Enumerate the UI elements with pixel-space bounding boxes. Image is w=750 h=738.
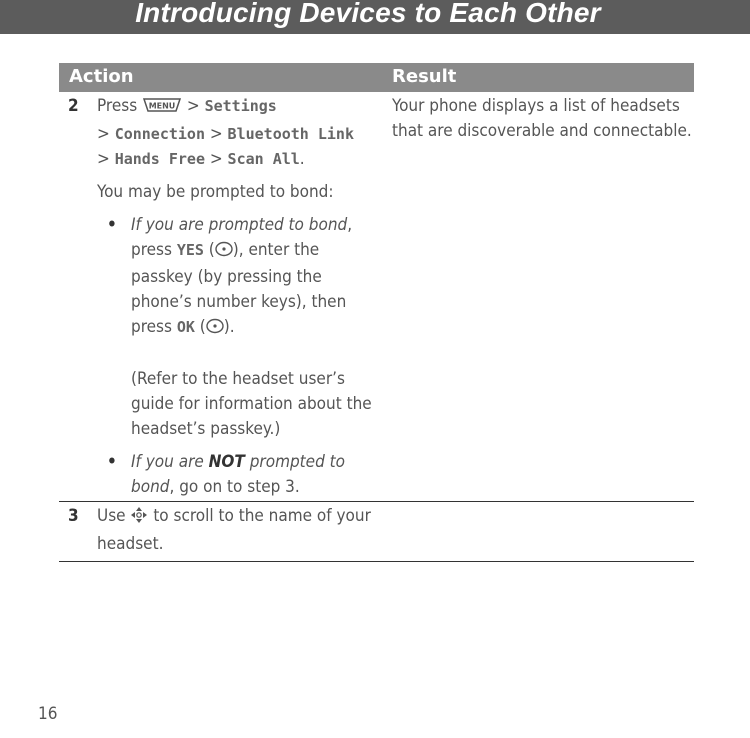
page-number: 16 bbox=[38, 704, 58, 724]
bullet-not-prompted: • If you are NOT prompted to bond, go on to step 3. bbox=[107, 452, 346, 497]
bullet-icon: • bbox=[107, 215, 117, 235]
menu-key-label: MENU bbox=[148, 101, 176, 111]
table-row-step-2 bbox=[59, 92, 694, 502]
bullet-prompted: • If you are prompted to bond, press YES ( ), enter the passkey (by pressing the phone’s number keys), then press OK ( ). (Refer to the headset user’s guide for information about the headset’s passkey.) bbox=[97, 213, 377, 442]
menu-item-bluetooth-link: Bluetooth Link bbox=[227, 125, 354, 143]
header-result: Result bbox=[392, 66, 457, 87]
center-select-key-icon bbox=[215, 240, 233, 265]
step-2-result: Your phone displays a list of headsets that are discoverable and connectable. bbox=[392, 96, 692, 141]
chapter-banner bbox=[0, 0, 750, 34]
menu-item-connection: Connection bbox=[114, 125, 205, 143]
step-number: 2 bbox=[68, 96, 79, 116]
action-result-table bbox=[59, 63, 694, 562]
softkey-ok: OK bbox=[176, 318, 195, 336]
bond-prompt-text: You may be prompted to bond: bbox=[97, 182, 334, 202]
menu-path-line-3: > Hands Free > Scan All. bbox=[97, 149, 305, 169]
chapter-title: Introducing Devices to Each Other bbox=[135, 0, 601, 28]
menu-item-hands-free: Hands Free bbox=[114, 150, 205, 168]
menu-item-scan-all: Scan All bbox=[227, 150, 300, 168]
bullet-icon: • bbox=[107, 452, 117, 472]
table-row-step-3 bbox=[59, 502, 694, 562]
menu-path-line-2: > Connection > Bluetooth Link bbox=[97, 124, 354, 144]
menu-path-line-1: Press MENU > Settings bbox=[97, 94, 377, 122]
press-text: Press bbox=[97, 96, 138, 116]
table-header bbox=[59, 63, 694, 92]
step-number: 3 bbox=[68, 506, 79, 526]
step-3-action: Use to scroll to the name of your headset. bbox=[97, 506, 371, 554]
menu-item-settings: Settings bbox=[204, 97, 277, 115]
step-2-action bbox=[97, 94, 377, 500]
center-select-key-icon bbox=[206, 317, 224, 342]
softkey-yes: YES bbox=[176, 241, 204, 259]
header-action: Action bbox=[69, 66, 134, 87]
nav-key-icon bbox=[130, 506, 148, 532]
passkey-note: (Refer to the headset user’s guide for information about the headset’s passkey.) bbox=[131, 369, 372, 439]
menu-key-icon bbox=[142, 96, 182, 122]
